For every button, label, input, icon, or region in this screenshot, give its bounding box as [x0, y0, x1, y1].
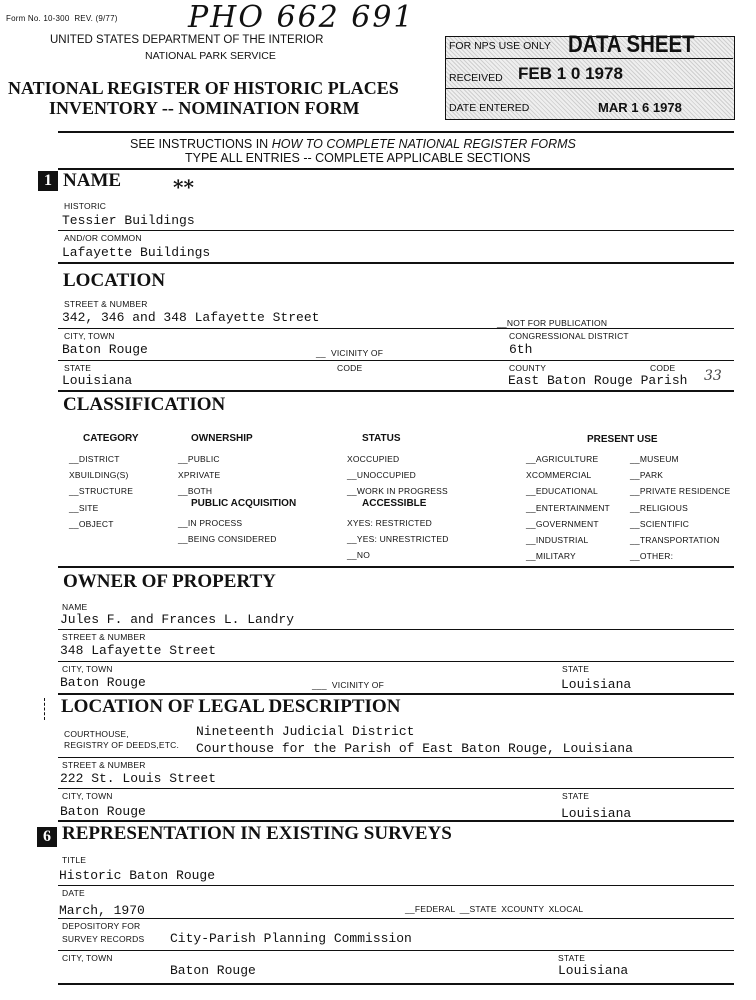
- congressional-value: 6th: [509, 342, 533, 357]
- divider: [58, 757, 734, 758]
- survey-city-label: CITY, TOWN: [62, 953, 113, 963]
- divider: [446, 58, 733, 59]
- status-list: XOCCUPIED __UNOCCUPIED __WORK IN PROGRESS: [347, 454, 448, 497]
- divider: [58, 629, 734, 630]
- acquisition-list: __IN PROCESS __BEING CONSIDERED: [178, 518, 277, 545]
- depository-label-line1: DEPOSITORY FOR: [62, 921, 141, 931]
- survey-title-label: TITLE: [62, 855, 87, 865]
- state-label: STATE: [64, 363, 92, 373]
- courthouse-label: COURTHOUSE,: [64, 729, 129, 739]
- form-title-line2: INVENTORY -- NOMINATION FORM: [49, 98, 360, 118]
- divider: [58, 390, 734, 392]
- depository-value: City-Parish Planning Commission: [170, 931, 412, 946]
- city-value: Baton Rouge: [62, 342, 148, 357]
- divider: [58, 788, 734, 789]
- section-title-classification: CLASSIFICATION: [63, 394, 226, 415]
- historic-value: Tessier Buildings: [62, 213, 195, 228]
- survey-state-label: STATE: [558, 953, 586, 963]
- divider: [58, 131, 734, 133]
- survey-title-value: Historic Baton Rouge: [59, 868, 216, 883]
- survey-levels: __FEDERAL __STATE XCOUNTY XLOCAL: [405, 904, 584, 914]
- divider: [58, 820, 734, 822]
- street-value: 342, 346 and 348 Lafayette Street: [62, 310, 320, 325]
- divider: [58, 360, 734, 361]
- vicinity-label: __ VICINITY OF: [316, 348, 384, 358]
- present-use-col2: __MUSEUM __PARK __PRIVATE RESIDENCE __RELIGIOUS __SCIENTIFIC __TRANSPORTATION __OTHER:: [630, 454, 731, 562]
- divider: [58, 661, 734, 662]
- survey-date-label: DATE: [62, 888, 85, 898]
- margin-mark: [44, 698, 45, 720]
- ownership-list: __PUBLIC XPRIVATE __BOTH: [178, 454, 221, 497]
- category-heading: CATEGORY: [83, 433, 139, 444]
- divider: [58, 950, 734, 951]
- state-value: Louisiana: [62, 373, 133, 388]
- city-label: CITY, TOWN: [64, 331, 115, 341]
- owner-city-value: Baton Rouge: [60, 675, 146, 690]
- service-name: NATIONAL PARK SERVICE: [145, 50, 276, 62]
- divider: [58, 328, 734, 329]
- handwritten-id: PHO 662 691: [188, 0, 415, 35]
- county-code-value: 33: [704, 368, 722, 384]
- form-title-line1: NATIONAL REGISTER OF HISTORIC PLACES: [8, 78, 399, 98]
- divider: [446, 88, 733, 89]
- owner-city-label: CITY, TOWN: [62, 664, 113, 674]
- common-value: Lafayette Buildings: [62, 245, 211, 260]
- survey-city-value: Baton Rouge: [170, 963, 256, 978]
- congressional-label: CONGRESSIONAL DISTRICT: [509, 331, 629, 341]
- owner-state-label: STATE: [562, 664, 590, 674]
- legal-state-value: Louisiana: [561, 806, 632, 821]
- common-label: AND/OR COMMON: [64, 233, 142, 243]
- depository-label-line2: SURVEY RECORDS: [62, 934, 145, 944]
- divider: [58, 983, 734, 985]
- divider: [58, 230, 734, 231]
- data-sheet-label: DATA SHEET: [568, 31, 695, 58]
- category-list: __DISTRICT XBUILDING(S) __STRUCTURE __SITE __OBJECT: [69, 454, 134, 529]
- accessible-heading: ACCESSIBLE: [362, 498, 427, 509]
- street-label: STREET & NUMBER: [64, 299, 148, 309]
- legal-city-value: Baton Rouge: [60, 804, 146, 819]
- not-for-publication: __NOT FOR PUBLICATION: [497, 318, 608, 328]
- received-stamp: FEB 1 0 1978: [518, 64, 623, 83]
- present-use-col1: __AGRICULTURE XCOMMERCIAL __EDUCATIONAL __ENTERTAINMENT __GOVERNMENT __INDUSTRIAL __MILITARY: [526, 454, 610, 562]
- survey-date-value: March, 1970: [59, 903, 145, 918]
- section-title-legal: LOCATION OF LEGAL DESCRIPTION: [61, 696, 401, 717]
- present-use-heading: PRESENT USE: [587, 434, 658, 445]
- acquisition-heading: PUBLIC ACQUISITION: [191, 498, 297, 509]
- owner-state-value: Louisiana: [561, 677, 632, 692]
- divider: [58, 168, 734, 170]
- date-entered-stamp: MAR 1 6 1978: [598, 100, 682, 115]
- legal-street-value: 222 St. Louis Street: [60, 771, 217, 786]
- divider: [58, 693, 734, 695]
- instructions-line1: SEE INSTRUCTIONS IN HOW TO COMPLETE NATIONAL REGISTER FORMS: [130, 137, 576, 151]
- registry-label: REGISTRY OF DEEDS,ETC.: [64, 740, 180, 750]
- form-number: Form No. 10-300 REV. (9/77): [6, 14, 118, 23]
- county-code-label: CODE: [650, 363, 676, 373]
- courthouse-value-line1: Nineteenth Judicial District: [196, 724, 415, 739]
- nps-use-only-label: FOR NPS USE ONLY: [449, 40, 551, 52]
- legal-city-label: CITY, TOWN: [62, 791, 113, 801]
- legal-street-label: STREET & NUMBER: [62, 760, 146, 770]
- section-number: 1: [38, 171, 58, 191]
- survey-state-value: Louisiana: [558, 963, 629, 978]
- section-title-name: NAME: [63, 170, 122, 191]
- owner-name-value: Jules F. and Frances L. Landry: [60, 612, 295, 627]
- divider: [58, 566, 734, 568]
- instructions-line2: TYPE ALL ENTRIES -- COMPLETE APPLICABLE SECTIONS: [185, 151, 531, 165]
- owner-street-value: 348 Lafayette Street: [60, 643, 217, 658]
- ownership-heading: OWNERSHIP: [191, 433, 253, 444]
- section-title-owner: OWNER OF PROPERTY: [63, 571, 276, 592]
- section-title-location: LOCATION: [63, 270, 166, 291]
- divider: [58, 918, 734, 919]
- county-value: East Baton Rouge Parish: [508, 373, 688, 388]
- owner-name-label: NAME: [62, 602, 88, 612]
- divider: [58, 885, 734, 886]
- owner-vicinity-label: ___ VICINITY OF: [312, 680, 385, 690]
- owner-street-label: STREET & NUMBER: [62, 632, 146, 642]
- handwritten-stars: **: [173, 175, 194, 199]
- status-heading: STATUS: [362, 433, 401, 444]
- divider: [58, 262, 734, 264]
- received-label: RECEIVED: [449, 72, 503, 84]
- legal-state-label: STATE: [562, 791, 590, 801]
- code-label: CODE: [337, 363, 363, 373]
- section-number: 6: [37, 827, 57, 847]
- county-label: COUNTY: [509, 363, 547, 373]
- courthouse-value-line2: Courthouse for the Parish of East Baton Rouge, Louisiana: [196, 741, 633, 756]
- date-entered-label: DATE ENTERED: [449, 102, 530, 114]
- historic-label: HISTORIC: [64, 201, 107, 211]
- section-title-surveys: REPRESENTATION IN EXISTING SURVEYS: [62, 823, 452, 844]
- accessible-list: XYES: RESTRICTED __YES: UNRESTRICTED __NO: [347, 518, 449, 561]
- department-name: UNITED STATES DEPARTMENT OF THE INTERIOR: [50, 34, 324, 46]
